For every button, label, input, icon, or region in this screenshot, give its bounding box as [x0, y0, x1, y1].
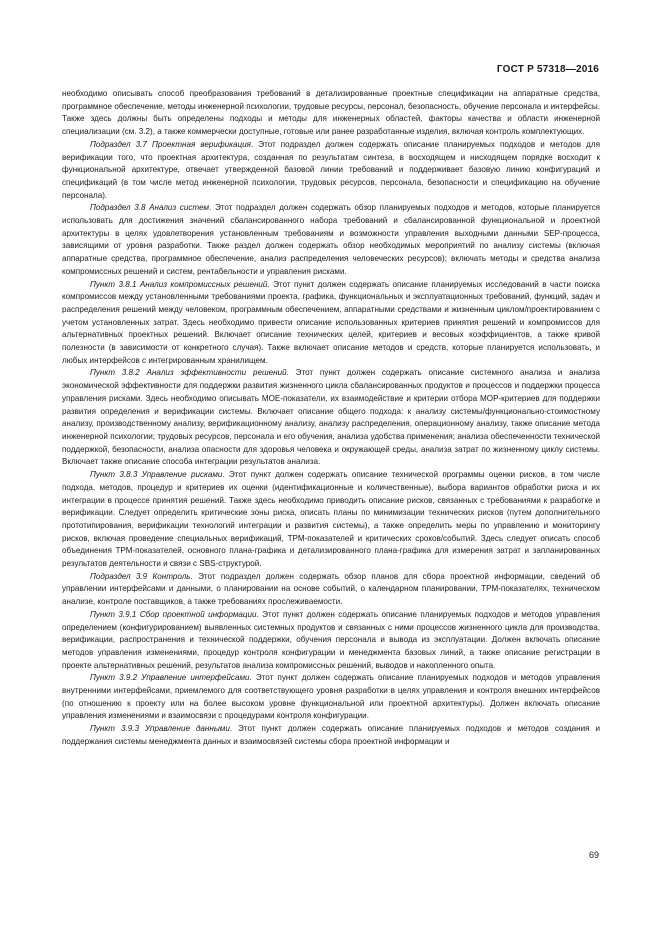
paragraph-3-9-2: Пункт 3.9.2 Управление интерфейсами. Этот пункт должен содержать описание планируемых подходов и методов управления внутренними интерфейсами, приемлемого для соответствующего уровня разработки в целях управления и контроля внешних интерфейсов (по отношению к проекту или на более высоком уровне функциональной или проектной архитектуры). Должен включать описание управления изменениями и взаимосвязи с процедурами контроля конфигурации. [62, 673, 600, 721]
paragraph-intro: необходимо описывать способ преобразования требований в детализированные проектные спецификации на аппаратные средства, программное обеспечение, методы инженерной психологии, трудовые ресурсы, персонал, безопасность, обучение персонала и интерфейсы. Также здесь должны быть определены подходы и методы для инженерных областей, факторы качества и области инженерной специализации (см. 3.2), а также коммерчески доступные, готовые или ранее разработанные изделия, включая контроль комплектующих. [62, 89, 600, 137]
paragraph-3-8-3: Пункт 3.8.3 Управление рисками. Этот пункт должен содержать описание технической программы оценки рисков, в том числе подхода, методов, процедур и критериев их оценки (идентификационные и количественные), выбора вариантов обработки риска и их интеграции в процессе принятия решений. Также здесь необходимо приводить описание рисков, связанных с требованиями к разработке и верификации. Следует определить критические зоны риска, описать планы по минимизации технических рисков (путем дополнительного прототипирования, верификации технологий интеграции и развития системы), а также определить меры по управлению и мониторингу рисков, включая проведение специальных верификаций, ТРМ-показателей и критических сроков/событий. Здесь следует описать способ объединения ТРМ-показателей, основного плана-графика и детализированного плана-графика для измерения затрат и запланированных результатов деятельности и связи с SBS-структурой. [62, 470, 600, 569]
paragraph-3-8: Подраздел 3.8 Анализ систем. Этот подраздел должен содержать обзор планируемых подходов и методов, которые планируется использовать для достижения значений сбалансированного набора требований и сбалансированной функциональной и проектной архитектуры в целях удовлетворения установленным требованиям и возможности управления выходными данными SEP-процесса, зависящими от уровня разработки. Также раздел должен содержать обзор необходимых мероприятий по анализу системы (включая аппаратные средства, программное обеспечение, анализ распределения человеческих ресурсов); включать методы и средства анализа компромиссных решений и систем, рентабельности и управления рисками. [62, 203, 600, 276]
paragraph-3-9-1: Пункт 3.9.1 Сбор проектной информации. Этот пункт должен содержать описание планируемых подходов и методов управления определением (конфигурированием) выявленных системных продуктов и связанных с ними процессов жизненного цикла для производства, верификации, распространения и технической поддержки, обучения персонала и вывода из эксплуатации. Должен включать описание методов управления изменениями, процедур контроля конфигурации и менеджмента базовых линий, а также описание регистрации в проекте альтернативных решений, результатов анализа компромиссных решений, выводов и накопленного опыта. [62, 609, 601, 670]
section-heading: Пункт 3.9.3 Управление данными [90, 724, 230, 734]
paragraph-3-9-3: Пункт 3.9.3 Управление данными. Этот пункт должен содержать описание планируемых подходов и методов создания и поддержания системы менеджмента данных и взаимосвязей системы сбора проектной информации и [62, 724, 600, 746]
section-heading: Пункт 3.8.1 Анализ компромиссных решений [90, 279, 268, 289]
document-header: ГОСТ Р 57318—2016 [496, 64, 599, 75]
document-body [62, 88, 600, 749]
paragraph-3-8-2: Пункт 3.8.2 Анализ эффективности решений. Этот пункт должен содержать описание системного анализа и анализа экономической эффективности для поддержки развития жизненного цикла сбалансированных продуктов и процессов и поддержки процесса управления рисками. Здесь необходимо описывать МОЕ-показатели, их взаимодействие и критерии отбора МОР-критериев для поддержки развития определения и верификации системы. Включает описание общего подхода: к анализу системы/функционально-стоимостному анализу, производственному анализу, верификационному анализу, анализу распределения, операционному анализу, также описание метода инженерной психологии; трудовых ресурсов, персонала и его обучения, анализа удобства применения; анализа обеспеченности технической поддержкой, безопасности, анализа опасности для здоровья человека и окружающей среды, анализа затрат по жизненному циклу системы. Включает также описание способа интеграции результатов анализа. [62, 368, 600, 467]
section-heading: Пункт 3.8.2 Анализ эффективности решений [90, 368, 287, 378]
section-heading: Пункт 3.9.2 Управление интерфейсами [90, 673, 250, 683]
section-heading: Подраздел 3.7 Проектная верификация [90, 139, 251, 149]
section-heading: Пункт 3.8.3 Управление рисками [90, 470, 223, 480]
section-heading: Подраздел 3.9 Контроль [90, 571, 191, 581]
paragraph-3-8-1: Пункт 3.8.1 Анализ компромиссных решений. Этот пункт должен содержать описание планируемых исследований в части поиска компромиссов между установленными требованиями проекта, графика, функциональных и эксплуатационных требований, функций, задач и распределения решений между человеком, программным обеспечением, аппаратными средствами и жизненным циклом/проектированием с учетом установленных затрат. Здесь необходимо привести описание использованных критериев принятия решений и компромиссов для альтернативных проектных решений. Включает описание технических целей, критериев и весовых коэффициентов, а также кривой полезности (в зависимости от конкретного случая). Также включает описание методов и средств, которые планируется использовать, и любых интерфейсов с интегрированным хранилищем. [62, 279, 601, 365]
paragraph-3-7: Подраздел 3.7 Проектная верификация. Этот подраздел должен содержать описание планируемых подходов и методов для верификации того, что проектная архитектура, созданная по результатам синтеза, в восходящем и нисходящем порядке восходит к функциональной архитектуре, отвечает утвержденной базовой линии требований и поддерживает базовую линию конфигураций и спецификаций (в том числе метод инженерной психологии, трудовых ресурсов, персонала, безопасности и спецификацию на обучение персонала). [62, 139, 600, 200]
page-number: 69 [588, 850, 599, 860]
section-heading: Подраздел 3.8 Анализ систем [90, 203, 210, 213]
section-heading: Пункт 3.9.1 Сбор проектной информации [90, 609, 257, 619]
paragraph-3-9: Подраздел 3.9 Контроль. Этот подраздел должен содержать обзор планов для сбора проектной информации, сведений об управлении интерфейсами и данными, о планировании на основе событий, о календарном планировании, ТРМ-показателях, техническом анализе, контроле поставщиков, а также требованиях прослеживаемости. [62, 571, 600, 607]
